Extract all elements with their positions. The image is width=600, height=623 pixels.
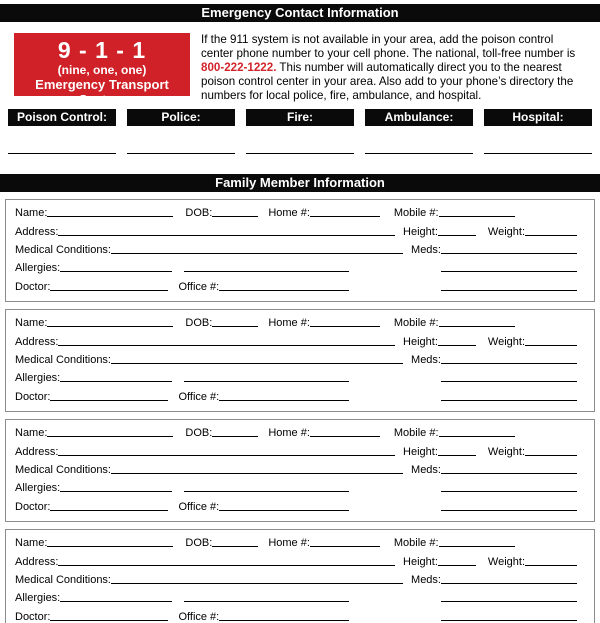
dob-line [212,216,258,217]
home-phone-line [310,436,380,437]
doctor-row [15,281,577,294]
emergency-911-badge [14,33,190,107]
medical-conditions-row [15,574,577,587]
contact-label-hospital: Hospital: [484,109,592,126]
name-label: Name: [15,427,48,440]
weight-label: Weight: [487,445,525,458]
height-label: Height: [403,225,438,238]
height-line [438,235,476,236]
doctor-row [15,501,577,514]
home-phone-line [310,546,380,547]
home-phone-line [310,326,380,327]
mobile-phone-label: Mobile #: [393,207,439,220]
weight-line [525,565,577,566]
allergies-row [15,482,577,495]
911-words: (nine, one, one) [57,63,147,77]
allergies-row [15,262,577,275]
medical-conditions-label: Medical Conditions: [15,463,111,476]
name-row [15,537,577,550]
name-line [47,436,173,437]
contact-label-ambulance: Ambulance: [365,109,473,126]
dob-label: DOB: [185,427,213,440]
name-row [15,427,577,440]
meds-line [441,583,577,584]
911-number: 9 - 1 - 1 [57,37,147,63]
contact-line-police [127,153,235,154]
contact-line-ambulance [365,153,473,154]
weight-label: Weight: [487,555,525,568]
family-member-card [5,419,595,522]
address-label: Address: [15,335,59,348]
allergies-line-2 [184,271,349,272]
address-line [58,565,395,566]
doctor-row [15,391,577,404]
allergies-label: Allergies: [15,262,61,275]
mobile-phone-line [439,546,515,547]
allergies-row [15,372,577,385]
doctor-line [50,290,168,291]
dob-label: DOB: [185,207,213,220]
office-phone-label: Office #: [178,280,220,293]
allergies-line [60,381,172,382]
weight-line [525,345,577,346]
emergency-transport-label: Emergency Transport System [35,77,169,107]
office-phone-line [219,620,349,621]
height-label: Height: [403,335,438,348]
meds-label: Meds: [411,573,441,586]
name-label: Name: [15,537,48,550]
meds-line-3 [441,620,577,621]
name-line [47,546,173,547]
name-line [47,216,173,217]
dob-label: DOB: [185,317,213,330]
emergency-section-header: Emergency Contact Information [0,4,600,22]
contact-labels-row [0,109,600,126]
meds-line-2 [441,601,577,602]
family-member-cards [5,199,595,623]
doctor-line [50,620,168,621]
contact-label-poison-control: Poison Control: [8,109,116,126]
meds-line [441,473,577,474]
name-row [15,207,577,220]
doctor-row [15,611,577,623]
contact-label-police: Police: [127,109,235,126]
height-line [438,345,476,346]
allergies-label: Allergies: [15,482,61,495]
meds-line-2 [441,381,577,382]
mobile-phone-line [439,326,515,327]
medical-conditions-label: Medical Conditions: [15,573,111,586]
allergies-row [15,592,577,605]
weight-label: Weight: [487,225,525,238]
height-line [438,455,476,456]
address-line [58,235,395,236]
intro-text-before: If the 911 system is not available in your area, add the poison control center phone number to your cell phone. The national, toll-free number is [201,33,576,60]
doctor-label: Doctor: [15,500,51,513]
doctor-line [50,510,168,511]
family-member-card [5,529,595,623]
mobile-phone-line [439,216,515,217]
dob-line [212,546,258,547]
office-phone-label: Office #: [178,500,220,513]
height-label: Height: [403,555,438,568]
office-phone-label: Office #: [178,610,220,623]
allergies-line-2 [184,491,349,492]
weight-line [525,235,577,236]
home-phone-label: Home #: [268,207,310,220]
weight-line [525,455,577,456]
address-row [15,446,577,459]
meds-line [441,363,577,364]
address-line [58,455,395,456]
dob-line [212,326,258,327]
doctor-label: Doctor: [15,390,51,403]
medical-conditions-line [111,473,403,474]
office-phone-label: Office #: [178,390,220,403]
address-line [58,345,395,346]
contact-line-poison-control [8,153,116,154]
mobile-phone-label: Mobile #: [393,537,439,550]
height-label: Height: [403,445,438,458]
name-label: Name: [15,317,48,330]
address-label: Address: [15,225,59,238]
contact-fill-lines-row [0,153,600,154]
meds-label: Meds: [411,243,441,256]
dob-line [212,436,258,437]
office-phone-line [219,510,349,511]
meds-line-3 [441,510,577,511]
meds-line [441,253,577,254]
medical-conditions-line [111,363,403,364]
emergency-intro-section [14,33,586,107]
office-phone-line [219,400,349,401]
home-phone-line [310,216,380,217]
allergies-line-2 [184,601,349,602]
mobile-phone-line [439,436,515,437]
contact-line-hospital [484,153,592,154]
family-section-header: Family Member Information [0,174,600,192]
family-member-card [5,309,595,412]
medical-conditions-row [15,464,577,477]
contact-line-fire [246,153,354,154]
mobile-phone-label: Mobile #: [393,427,439,440]
height-line [438,565,476,566]
allergies-line [60,271,172,272]
home-phone-label: Home #: [268,537,310,550]
mobile-phone-label: Mobile #: [393,317,439,330]
medical-conditions-label: Medical Conditions: [15,243,111,256]
allergies-line-2 [184,381,349,382]
name-label: Name: [15,207,48,220]
meds-line-2 [441,491,577,492]
meds-line-3 [441,400,577,401]
address-row [15,336,577,349]
address-row [15,226,577,239]
meds-label: Meds: [411,353,441,366]
allergies-line [60,601,172,602]
medical-conditions-line [111,583,403,584]
home-phone-label: Home #: [268,427,310,440]
intro-text-after: This number will automatically direct you to the nearest poison control center in your area. Also add to your phone’s directory the numbers for local police, fire, ambulance, and hospital. [201,61,574,102]
doctor-label: Doctor: [15,280,51,293]
meds-line-3 [441,290,577,291]
doctor-line [50,400,168,401]
home-phone-label: Home #: [268,317,310,330]
allergies-line [60,491,172,492]
dob-label: DOB: [185,537,213,550]
intro-paragraph [201,33,586,103]
allergies-label: Allergies: [15,372,61,385]
address-label: Address: [15,445,59,458]
name-line [47,326,173,327]
medical-conditions-row [15,354,577,367]
address-row [15,556,577,569]
contact-label-fire: Fire: [246,109,354,126]
poison-control-phone-number: 800-222-1222. [201,61,277,74]
allergies-label: Allergies: [15,592,61,605]
medical-conditions-row [15,244,577,257]
weight-label: Weight: [487,335,525,348]
medical-conditions-line [111,253,403,254]
doctor-label: Doctor: [15,610,51,623]
meds-label: Meds: [411,463,441,476]
meds-line-2 [441,271,577,272]
family-member-card [5,199,595,302]
address-label: Address: [15,555,59,568]
office-phone-line [219,290,349,291]
name-row [15,317,577,330]
medical-conditions-label: Medical Conditions: [15,353,111,366]
